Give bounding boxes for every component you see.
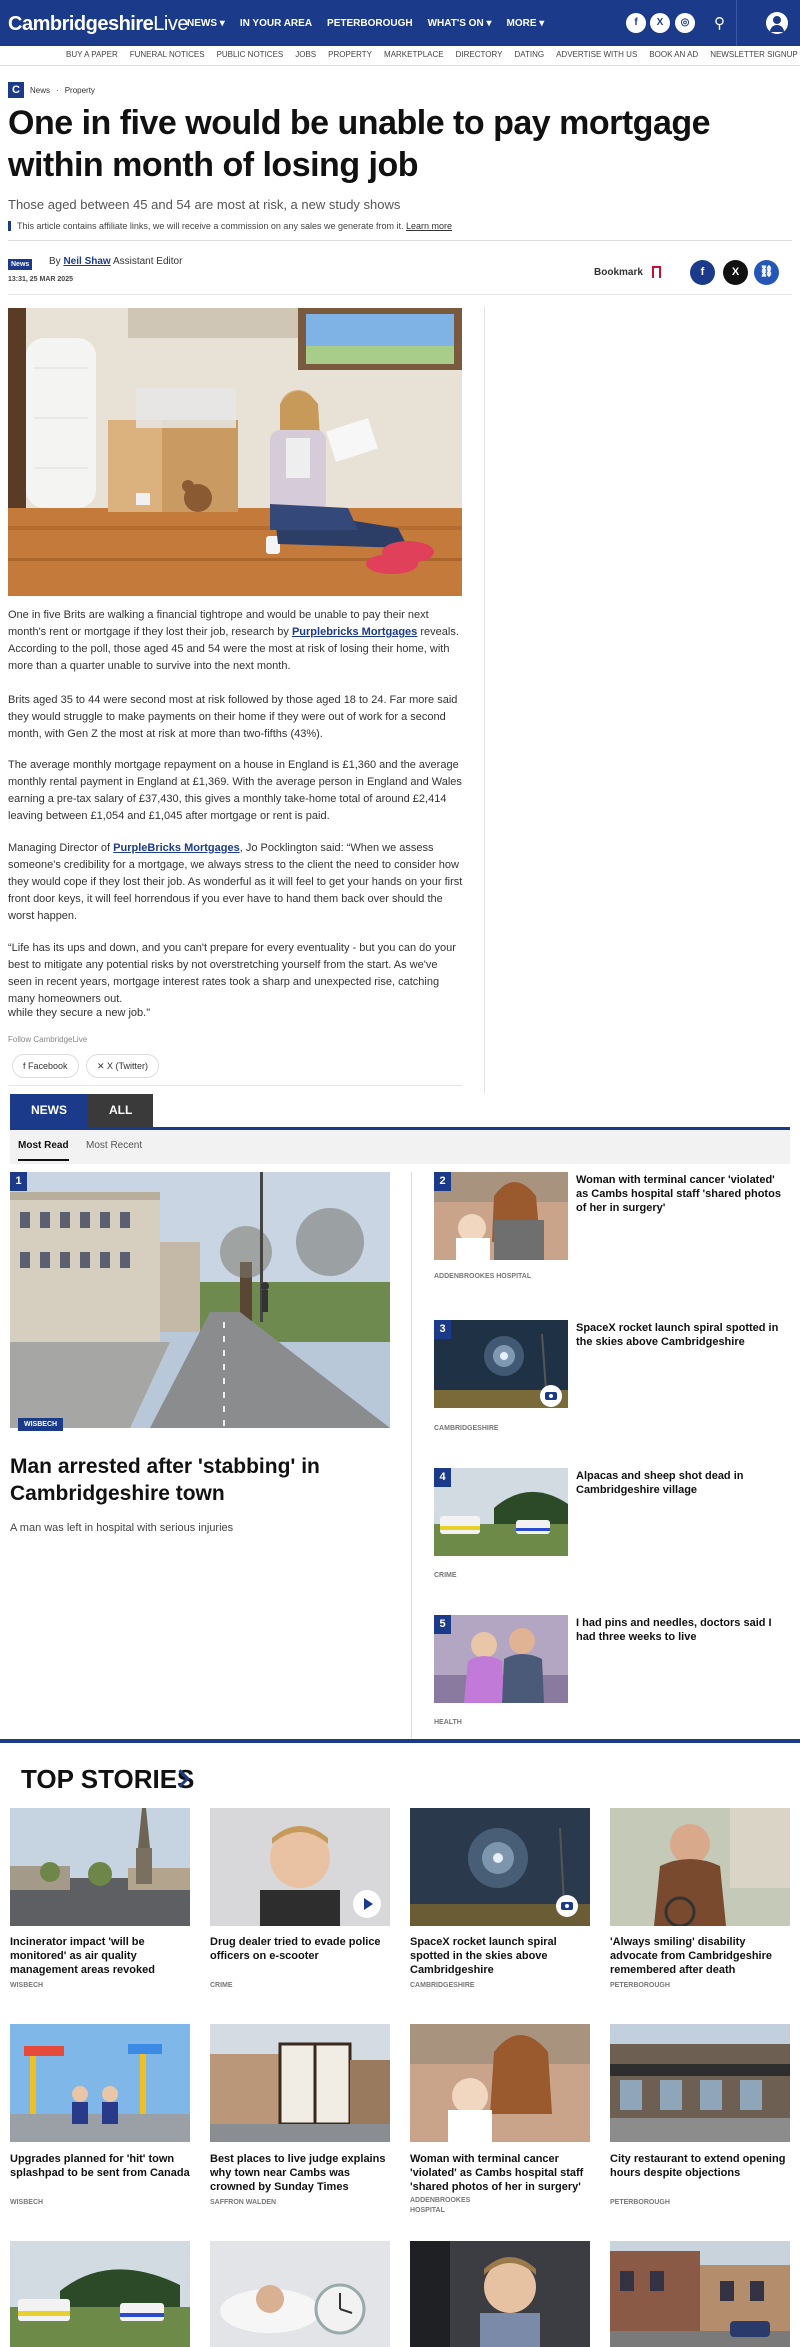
site-logo[interactable]: CambridgeshireLive (8, 13, 188, 35)
bookmark-icon[interactable] (652, 266, 661, 278)
rank-badge: 4 (434, 1468, 451, 1487)
top-story-headline[interactable]: City restaurant to extend opening hours despite objections (610, 2153, 786, 2179)
breadcrumb-separator: · (56, 85, 59, 95)
top-story-headline[interactable]: Best places to live judge explains why town near Cambs was crowned by Sunday Times (210, 2153, 386, 2193)
rank-badge: 1 (10, 1172, 27, 1191)
affiliate-text: This article contains affiliate links, we will receive a commission on any sales we generate from it. (17, 221, 404, 231)
byline-by: By (49, 256, 61, 267)
subnav-marketplace[interactable]: MARKETPLACE (384, 50, 444, 59)
article-paragraph-1 (8, 607, 464, 675)
subnav-buy-a-paper[interactable]: BUY A PAPER (66, 50, 118, 59)
subtab-most-read[interactable]: Most Read (18, 1140, 69, 1161)
top-story-headline[interactable]: SpaceX rocket launch spiral spotted in the skies above Cambridgeshire (410, 1936, 557, 1976)
article-paragraph-fragment: while they secure a new job." (8, 1007, 151, 1019)
top-story-image[interactable] (410, 2024, 590, 2142)
byline (49, 256, 182, 267)
rank-badge: 5 (434, 1615, 451, 1634)
follow-x-label: X (Twitter) (107, 1061, 149, 1071)
most-read-item-title[interactable]: Alpacas and sheep shot dead in Cambridgeshire village (576, 1470, 744, 1496)
category-badge[interactable]: WISBECH (18, 1418, 63, 1431)
author-link[interactable]: Neil Shaw (63, 256, 111, 267)
camera-icon (556, 1895, 578, 1917)
subnav-jobs[interactable]: JOBS (295, 50, 317, 59)
divider (8, 240, 792, 241)
section-divider (0, 1739, 800, 1743)
paragraph-text: reveals. According to the poll, those aged 45 and 54 were the most at risk of losing their home, with more than a quarter unable to survive into the next month. (8, 626, 459, 672)
divider (8, 294, 792, 295)
breadcrumb-property[interactable]: Property (64, 85, 95, 95)
top-story-category[interactable]: SAFFRON WALDEN (210, 2199, 277, 2206)
nav-in-your-area[interactable]: IN YOUR AREA (239, 18, 313, 29)
divider (8, 1085, 462, 1086)
x-twitter-icon[interactable]: X (650, 13, 670, 33)
share-x-icon[interactable]: X (723, 260, 748, 285)
most-read-item-category[interactable]: CAMBRIDGESHIRE (434, 1425, 499, 1432)
subnav-advertise[interactable]: ADVERTISE WITH US (556, 50, 638, 59)
article-paragraph-3: The average monthly mortgage repayment on a house in England is £1,360 and the average monthly rental payment in England at £1,369. With the average person in England and Wales earning a pre-tax salary of £37,430, this gives a monthly take-home total of around £2,414 leaving between £1,054 and £1,045 after mortgage or rent is paid. (8, 759, 462, 822)
article-paragraph-4 (8, 840, 464, 925)
most-read-divider (411, 1172, 412, 1738)
paragraph-text: One in five Brits are walking a financial tightrope and would be unable to pay their next month's rent or mortgage if they lost their job, research by (8, 609, 429, 638)
most-read-item-image[interactable] (434, 1615, 568, 1703)
header-divider (736, 0, 737, 46)
most-read-item-title[interactable]: I had pins and needles, doctors said I had three weeks to live (576, 1617, 772, 1643)
top-story-headline[interactable]: Upgrades planned for 'hit' town splashpad to be sent from Canada (10, 2153, 190, 2179)
top-story-image[interactable] (10, 2241, 190, 2347)
facebook-icon[interactable]: f (626, 13, 646, 33)
camera-icon (540, 1385, 562, 1407)
tab-all[interactable]: ALL (88, 1094, 153, 1127)
top-story-headline[interactable]: Woman with terminal cancer 'violated' as Cambs hospital staff 'shared photos of her in surgery' (410, 2153, 584, 2193)
subnav-newsletter[interactable]: NEWSLETTER SIGNUP (710, 50, 798, 59)
nav-peterborough[interactable]: PETERBOROUGH (327, 18, 413, 29)
sub-nav (0, 46, 800, 66)
follow-facebook-label: Facebook (28, 1061, 68, 1071)
nav-more[interactable]: MORE ▾ (506, 18, 545, 29)
top-story-image[interactable] (10, 2024, 190, 2142)
paragraph-text: Managing Director of (8, 842, 114, 854)
top-story-headline[interactable]: Drug dealer tried to evade police officers on e-scooter (210, 1936, 381, 1962)
most-read-item-category[interactable]: HEALTH (434, 1719, 462, 1726)
most-read-main-image[interactable] (10, 1172, 390, 1428)
share-link-icon[interactable]: ⛓ (754, 260, 779, 285)
sidebar-divider (484, 306, 485, 1094)
top-story-category[interactable]: PETERBOROUGH (610, 1982, 670, 1989)
top-story-category[interactable]: WISBECH (10, 2199, 44, 2206)
news-badge[interactable]: News (8, 259, 32, 270)
main-nav (187, 18, 544, 29)
facebook-icon: f (23, 1061, 29, 1071)
subnav-directory[interactable]: DIRECTORY (455, 50, 503, 59)
site-header (0, 0, 800, 46)
instagram-icon[interactable]: ◎ (675, 13, 695, 33)
follow-label: Follow CambridgeLive (8, 1035, 88, 1044)
article-paragraph-2: Brits aged 35 to 44 were second most at risk followed by those aged 18 to 24. Far more said they would struggle to make payments on their home if they were out of work for a second month, with Gen Z the most at risk at more than two-fifths (43%). (8, 694, 458, 740)
subnav-dating[interactable]: DATING (514, 50, 545, 59)
rank-badge: 2 (434, 1172, 451, 1191)
top-story-image[interactable] (610, 2241, 790, 2347)
rank-badge: 3 (434, 1320, 451, 1339)
most-read-tabs (10, 1094, 153, 1127)
most-read-item-title[interactable]: SpaceX rocket launch spiral spotted in the skies above Cambridgeshire (576, 1322, 779, 1348)
top-story-headline[interactable]: Incinerator impact 'will be monitored' as air quality management areas revoked (10, 1936, 155, 1976)
top-story-category[interactable]: PETERBOROUGH (610, 2199, 670, 2206)
nav-news[interactable]: NEWS ▾ (187, 18, 225, 29)
most-read-item-image[interactable] (434, 1172, 568, 1260)
subnav-funeral-notices[interactable]: FUNERAL NOTICES (129, 50, 205, 59)
most-read-subtabs (10, 1130, 790, 1164)
breadcrumb-logo[interactable]: C (8, 82, 24, 98)
publish-date: 13:31, 25 MAR 2025 (8, 276, 73, 283)
top-story-category[interactable]: CAMBRIDGESHIRE (410, 1982, 475, 1989)
follow-x-button[interactable] (86, 1054, 159, 1078)
article-standfirst: Those aged between 45 and 54 are most at risk, a new study shows (8, 197, 401, 212)
article-hero-image (8, 308, 462, 596)
top-story-headline[interactable]: 'Always smiling' disability advocate from Cambridgeshire remembered after death (610, 1936, 772, 1976)
follow-facebook-button[interactable] (12, 1054, 79, 1078)
top-story-category[interactable]: WISBECH (10, 1982, 44, 1989)
share-facebook-icon[interactable]: f (690, 260, 715, 285)
top-story-image[interactable] (410, 2241, 590, 2347)
most-read-main-summary: A man was left in hospital with serious injuries (10, 1522, 234, 1534)
top-story-image[interactable] (610, 1808, 790, 1926)
search-icon[interactable]: ⚲ (714, 15, 725, 32)
article-title: One in five would be unable to pay mortgage within month of losing job (8, 104, 711, 184)
most-read-main-title[interactable]: Man arrested after 'stabbing' in Cambridgeshire town (10, 1455, 320, 1505)
top-stories-title[interactable]: TOP STORIES (21, 1764, 195, 1794)
most-read-item-category[interactable]: CRIME (434, 1572, 457, 1579)
top-story-category[interactable]: ADDENBROOKES HOSPITAL (410, 2197, 471, 2214)
most-read-item-title[interactable]: Woman with terminal cancer 'violated' as Cambs hospital staff 'shared photos of her in surgery' (576, 1174, 781, 1214)
article-paragraph-5: “Life has its ups and down, and you can't prepare for every eventuality - but you can do your best to mitigate any potential risks by not overstretching yourself from the start. As we've seen in recent years, mortgage interest rates took a sharp and unexpected rise, catching many homeowners out. (8, 942, 456, 1005)
play-video-icon[interactable] (353, 1890, 381, 1918)
most-read-item-image[interactable] (434, 1468, 568, 1556)
top-story-image[interactable] (210, 2024, 390, 2142)
top-story-image[interactable] (610, 2024, 790, 2142)
subnav-public-notices[interactable]: PUBLIC NOTICES (216, 50, 284, 59)
nav-whats-on[interactable]: WHAT'S ON ▾ (427, 18, 492, 29)
breadcrumb (8, 82, 95, 98)
breadcrumb-news[interactable]: News (30, 85, 51, 95)
top-story-image[interactable] (210, 2241, 390, 2347)
paragraph-text: , Jo Pocklington said: “When we assess someone's credibility for a mortgage, we always stress to the client the need to consider how they would cope if they lost their job. As wonderful as it will feel to get your hands on your first front door keys, it will feel horrendous if you ever have to hand them back over should the worst happen. (8, 842, 463, 922)
most-read-item-category[interactable]: ADDENBROOKES HOSPITAL (434, 1273, 532, 1280)
subnav-property[interactable]: PROPERTY (328, 50, 373, 59)
learn-more-link[interactable]: Learn more (406, 221, 453, 231)
top-story-image[interactable] (10, 1808, 190, 1926)
top-story-category[interactable]: CRIME (210, 1982, 233, 1989)
subnav-book-an-ad[interactable]: BOOK AN AD (649, 50, 699, 59)
purplebricks-mortgages-link-2[interactable]: PurpleBricks Mortgages (113, 842, 240, 854)
author-role: Assistant Editor (112, 256, 183, 267)
account-icon[interactable] (766, 12, 788, 34)
bookmark-label[interactable]: Bookmark (594, 267, 643, 278)
x-icon: ✕ (97, 1061, 108, 1071)
purplebricks-mortgages-link[interactable]: Purplebricks Mortgages (291, 626, 418, 638)
affiliate-notice (8, 221, 452, 231)
subtab-most-recent[interactable]: Most Recent (86, 1140, 143, 1151)
tab-news[interactable]: NEWS (10, 1094, 88, 1127)
